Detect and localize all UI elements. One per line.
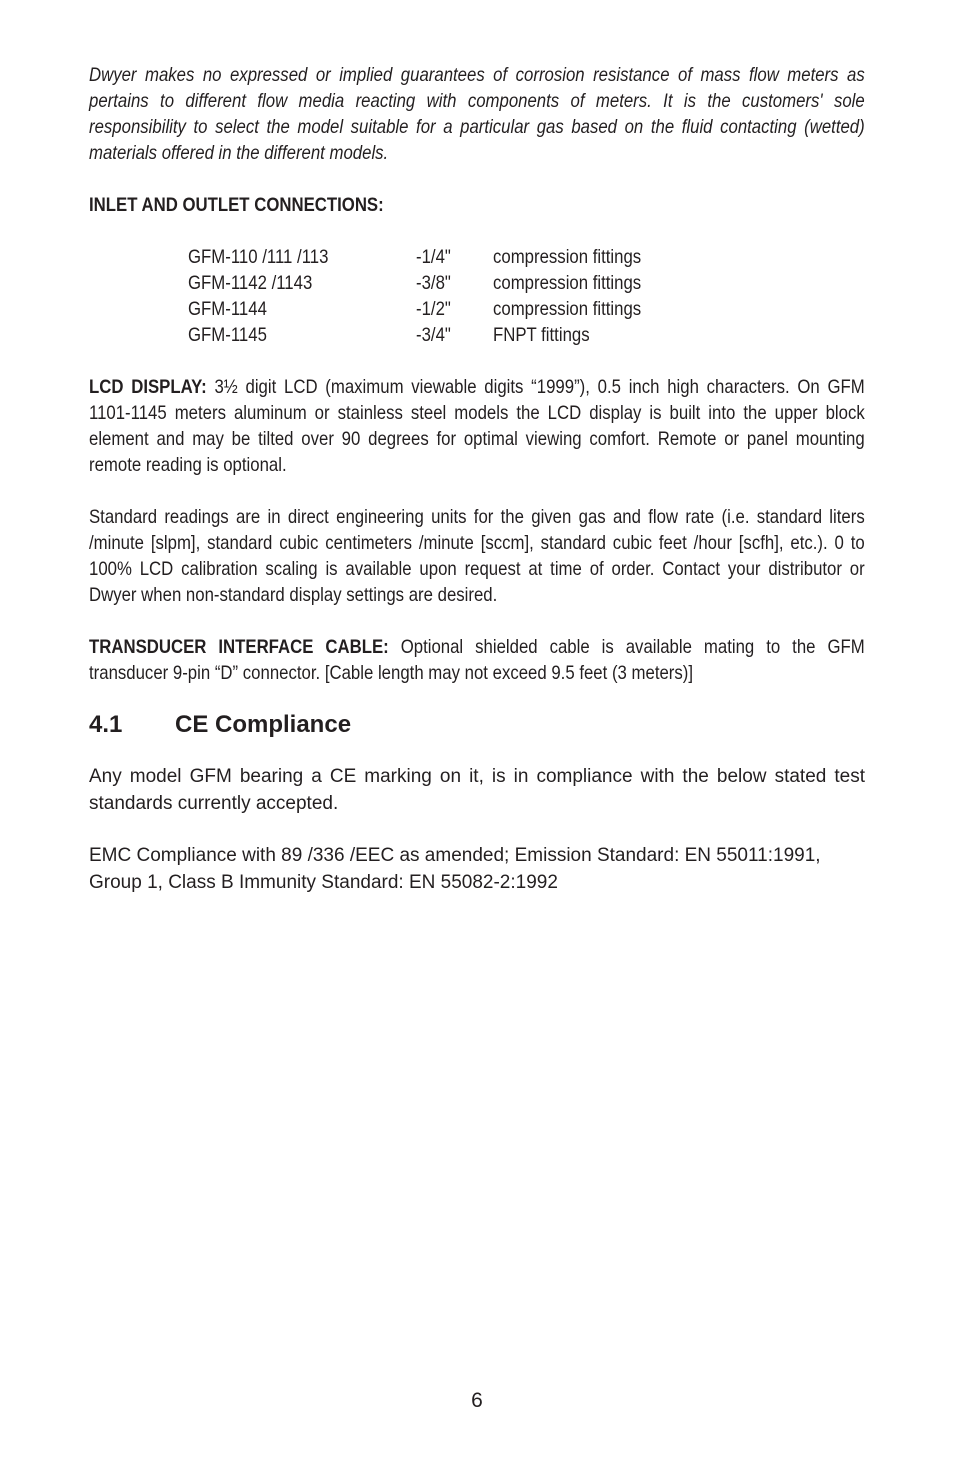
lcd-display-paragraph: [89, 374, 865, 478]
type-cell: compression fittings: [493, 298, 642, 320]
connections-heading: INLET AND OUTLET CONNECTIONS:: [89, 194, 384, 216]
size-cell: -3/4": [416, 324, 451, 346]
section-heading: [89, 710, 865, 740]
connections-table: [188, 244, 665, 348]
emc-paragraph: EMC Compliance with 89 /336 /EEC as amended; Emission Standard: EN 55011:1991, Group 1, Class B Immunity Standard: EN 55082-2:1992: [89, 845, 821, 893]
table-row: [188, 244, 665, 270]
ce-paragraph: Any model GFM bearing a CE marking on it, is in compliance with the below stated test standards currently accepted.: [89, 766, 865, 814]
section-title: CE Compliance: [175, 711, 352, 738]
cable-paragraph: [89, 634, 865, 686]
readings-paragraph: Standard readings are in direct engineering units for the given gas and flow rate (i.e. standard liters /minute [slpm], standard cubic centimeters /minute [sccm], standard cubic feet /hour [scfh], etc.). 0 to 100% LCD calibration scaling is available upon request at time of order. Contact your distributor or Dwyer when non-standard display settings are desired.: [89, 506, 865, 606]
size-cell: -1/4": [416, 246, 451, 268]
type-cell: FNPT fittings: [493, 324, 590, 346]
size-cell: -1/2": [416, 298, 451, 320]
document-page: [89, 62, 865, 896]
type-cell: compression fittings: [493, 246, 642, 268]
cable-label: TRANSDUCER INTERFACE CABLE:: [89, 636, 389, 658]
type-cell: compression fittings: [493, 272, 642, 294]
disclaimer-paragraph: Dwyer makes no expressed or implied guarantees of corrosion resistance of mass flow meters as pertains to different flow media reacting with components of meters. It is the customers' sole responsibility to select the model suitable for a particular gas based on the fluid contacting (wetted) materials offered in the different models.: [89, 64, 865, 164]
lcd-display-label: LCD DISPLAY:: [89, 376, 207, 398]
page-number: 6: [471, 1389, 483, 1412]
model-cell: GFM-1142 /1143: [188, 272, 313, 294]
model-cell: GFM-110 /111 /113: [188, 246, 329, 268]
size-cell: -3/8": [416, 272, 451, 294]
table-row: [188, 296, 665, 322]
table-row: [188, 270, 665, 296]
lcd-display-text: 3½ digit LCD (maximum viewable digits “1999”), 0.5 inch high characters. On GFM 1101-1145 meters aluminum or stainless steel models the LCD display is built into the upper block element and may be tilted over 90 degrees for optimal viewing comfort. Remote or panel mounting remote reading is optional.: [89, 376, 865, 476]
model-cell: GFM-1145: [188, 324, 267, 346]
section-number: 4.1: [89, 711, 123, 738]
cable-text: Optional shielded cable is available mating to the GFM transducer 9-pin “D” connector. [Cable length may not exceed 9.5 feet (3 meters)]: [89, 636, 865, 684]
table-row: [188, 322, 665, 348]
model-cell: GFM-1144: [188, 298, 267, 320]
